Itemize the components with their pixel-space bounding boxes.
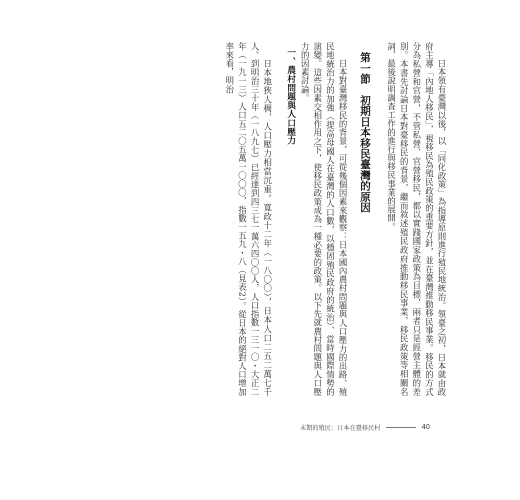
intro-paragraph: 日本領有臺灣以後，以「同化政策」為指導原則進行殖民地統治。領臺之初，日本就由政府主導「內地人移民」，視移民為殖民政策的重要方針，並在臺灣推動移民事業。移民的方式分為私營和官營，不管私營、官營移民，都以實踐國家政策為目標，兩者只是經營主體的差別。本書先討論日本對臺移民的背景，繼而敘述殖民政府推動移民事業，移民政策等相關名詞，最後說明調查工作的進行與移民事業的展開。: [386, 42, 447, 396]
page-footer: [300, 420, 430, 434]
running-title: 末期的殖民：日本在臺移民村: [300, 424, 381, 432]
vertical-text-body: [80, 42, 448, 396]
subsection-heading: 一、農村問題與人口壓力: [285, 48, 296, 145]
page-number: 40: [421, 423, 430, 431]
subsection-paragraph: 日本地狹人稠，人口壓力相當沉重。寬政十二年（一八〇〇），日本人口二五二萬七千人。到明治三十年（一八九七）已經達到四三七一萬六四〇〇人，人口指數一三一〇・大正二年（一九一三）人口五二〇五萬一〇〇〇，指數一五九・八（見表2）。從日本的絕對人口增加率來看，明治: [224, 42, 273, 396]
footer-rule: [386, 427, 415, 428]
section-paragraph: 日本對臺灣移民的背景，可從幾個因素來觀察：日本國內農村問題與人口壓力的出路、殖民地統治力的加強（提高母國人在臺灣的人口數，以穩固殖民政府的統治）、當時國際情勢的演變。這些因素交相作用之下，使移民政策成為一種必要的政策。以下先就農村問題與人口壓力的因素討論。: [300, 42, 349, 396]
section-heading: 第一節 初期日本移民臺灣的原因: [359, 52, 372, 213]
